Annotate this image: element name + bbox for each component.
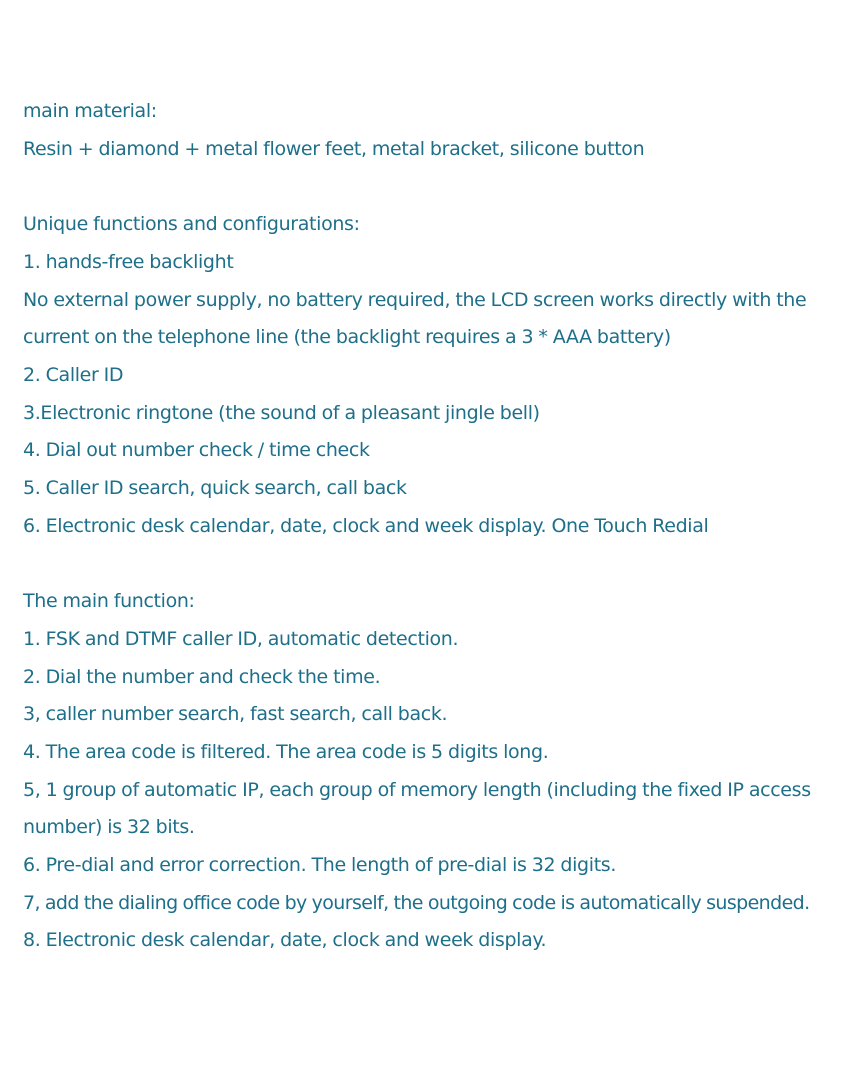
list-item: 5. Caller ID search, quick search, call back	[23, 477, 407, 500]
list-item: 4. Dial out number check / time check	[23, 439, 370, 462]
list-item: 2. Dial the number and check the time.	[23, 665, 381, 688]
list-item: 4. The area code is filtered. The area code is 5 digits long.	[23, 740, 549, 763]
list-item: 6. Pre-dial and error correction. The length of pre-dial is 32 digits.	[23, 854, 617, 877]
section-heading: Unique functions and configurations:	[23, 213, 360, 236]
section-heading: main material:	[23, 100, 157, 122]
section-main-material	[23, 93, 833, 168]
list-item: 8. Electronic desk calendar, date, clock and week display.	[23, 929, 547, 952]
product-description	[23, 93, 833, 998]
section-main-function	[23, 583, 833, 960]
section-heading: The main function:	[23, 590, 195, 613]
list-item: 3, caller number search, fast search, call back.	[23, 703, 448, 726]
list-item: 1. FSK and DTMF caller ID, automatic detection.	[23, 627, 459, 650]
list-item: 5, 1 group of automatic IP, each group of memory length (including the fixed IP access number) is 32 bits.	[23, 778, 811, 839]
section-unique-functions	[23, 206, 833, 545]
material-line: Resin + diamond + metal flower feet, metal bracket, silicone button	[23, 137, 645, 160]
list-item: 3.Electronic ringtone (the sound of a pleasant jingle bell)	[23, 401, 540, 424]
list-item: 7, add the dialing office code by yourself, the outgoing code is automatically suspended.	[23, 891, 810, 914]
list-item-detail: No external power supply, no battery required, the LCD screen works directly with the current on the telephone line (the backlight requires a 3 * AAA battery)	[23, 288, 807, 349]
list-item: 6. Electronic desk calendar, date, clock and week display. One Touch Redial	[23, 514, 709, 537]
list-item: 1. hands-free backlight	[23, 250, 234, 273]
list-item: 2. Caller ID	[23, 363, 124, 386]
